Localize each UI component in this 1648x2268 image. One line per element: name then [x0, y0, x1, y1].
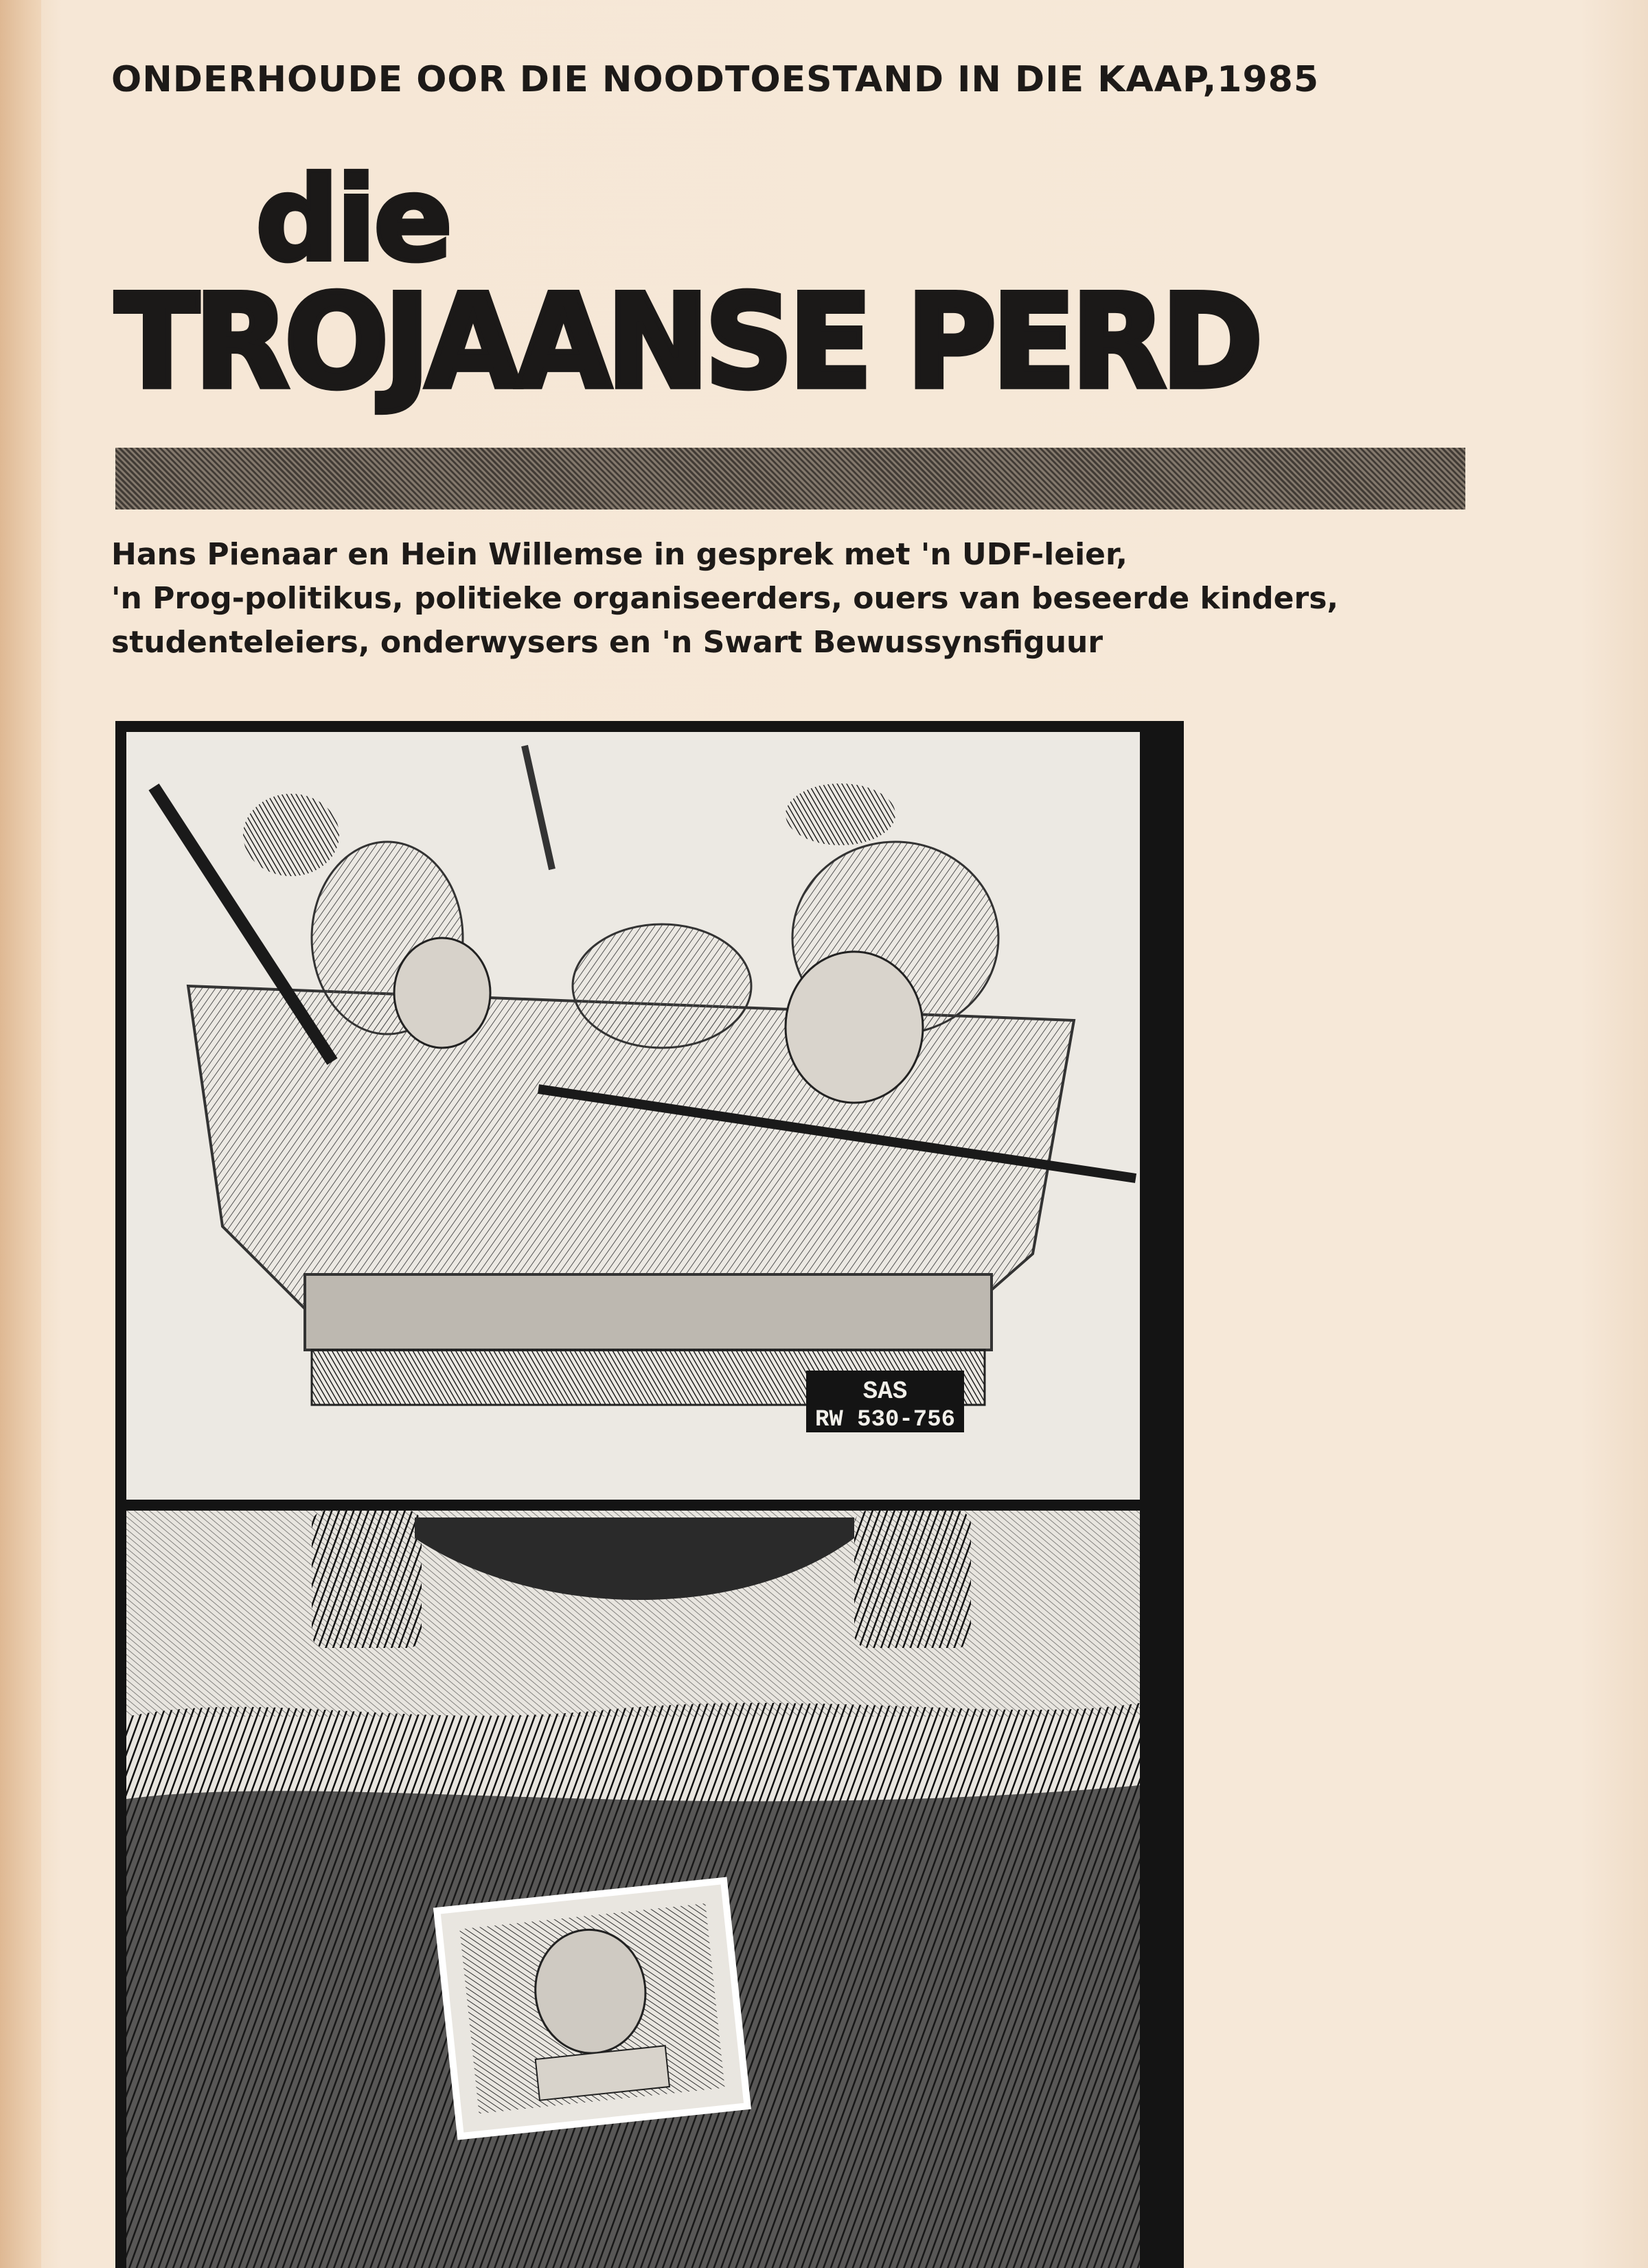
license-plate-line1: SAS [862, 1377, 908, 1406]
subtitle-line: 'n Prog-politikus, politieke organiseerders, ouers van beseerde kinders, [111, 581, 1339, 616]
truck-tailgate [305, 1274, 992, 1350]
subtitle-line: Hans Pienaar en Hein Willemse in gesprek met 'n UDF-leier, [111, 537, 1128, 572]
halftone-rule [115, 448, 1465, 509]
soldier-face-laughing [394, 938, 490, 1048]
illustration-panel-bottom [126, 1511, 1140, 2268]
small-photo [437, 1881, 747, 2136]
wheel-right [854, 1511, 971, 1648]
subtitle-line: studenteleiers, onderwysers en 'n Swart Bewussynsfiguur [111, 625, 1103, 660]
soldier-face-grinning [786, 952, 923, 1103]
officer-cap [786, 783, 895, 845]
truck-sketch-illustration [126, 732, 1140, 1500]
license-plate-line2: RW 530-756 [814, 1407, 956, 1433]
soldier-head-left [243, 794, 339, 876]
rifle-upright [525, 746, 552, 869]
cover-subtitle [111, 533, 1485, 665]
title-small: die [255, 152, 450, 288]
title-main: TROJAANSE PERD [115, 267, 1259, 417]
illustration-panel-top [126, 732, 1140, 1500]
soldier-body-middle [573, 924, 751, 1048]
cover-spine-edge [0, 0, 41, 2268]
wheel-left [312, 1511, 422, 1648]
ground-sketch-illustration [126, 1511, 1140, 2268]
cover-kicker: ONDERHOUDE OOR DIE NOODTOESTAND IN DIE KAAP,1985 [111, 59, 1320, 100]
